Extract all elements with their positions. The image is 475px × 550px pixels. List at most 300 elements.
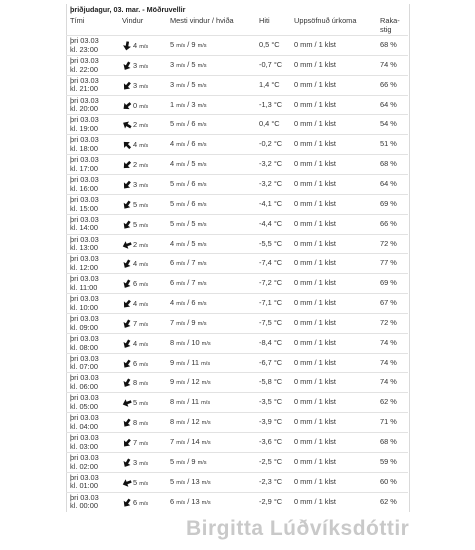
humidity-cell: 59 %	[380, 456, 397, 466]
gust-separator: /	[185, 99, 192, 109]
date-text: þri 03.03	[70, 274, 99, 284]
gust-value: 6	[191, 198, 196, 208]
date-text: þri 03.03	[70, 194, 99, 204]
hour-text: kl. 01:00	[70, 481, 98, 491]
humidity-cell: 51 %	[380, 139, 397, 149]
table-row	[66, 75, 408, 96]
hour-text: kl. 16:00	[70, 183, 98, 193]
precipitation-cell: 0 mm / 1 klst	[294, 99, 336, 109]
gust-cell	[170, 339, 211, 349]
precipitation-cell: 0 mm / 1 klst	[294, 40, 336, 49]
gust-unit: m/s	[197, 102, 207, 109]
wind-cell	[122, 359, 148, 370]
table-row	[66, 372, 408, 393]
wind-speed-value: 4	[133, 259, 138, 269]
table-row	[66, 234, 408, 255]
wind-unit: m/s	[139, 302, 149, 308]
hour-text: kl. 07:00	[70, 362, 98, 372]
hour-text: kl. 11:00	[70, 282, 98, 292]
wind-unit: m/s	[139, 43, 149, 50]
max-wind-unit: m/s	[176, 420, 186, 427]
gust-separator: /	[185, 59, 192, 69]
wind-unit: m/s	[139, 341, 149, 348]
max-wind-value: 5	[170, 476, 175, 486]
date-text: þri 03.03	[70, 353, 99, 363]
wind-direction-arrow-icon	[122, 478, 132, 488]
wind-speed-value: 6	[133, 279, 138, 289]
temperature-unit: °C	[273, 99, 283, 109]
time-cell	[70, 494, 99, 512]
precipitation-cell: 0 mm / 1 klst	[294, 456, 336, 466]
date-text: þri 03.03	[70, 214, 99, 224]
temperature-cell	[259, 378, 282, 387]
time-cell	[70, 454, 99, 472]
hour-text: kl. 05:00	[70, 402, 98, 412]
gust-separator: /	[185, 298, 192, 308]
gust-cell	[170, 438, 211, 448]
wind-speed-value: 0	[133, 100, 138, 110]
table-row	[66, 253, 408, 274]
wind-direction-arrow-icon	[122, 41, 132, 51]
max-wind-unit: m/s	[176, 320, 186, 327]
gust-value: 5	[191, 79, 196, 89]
humidity-cell: 69 %	[380, 198, 397, 208]
date-text: þri 03.03	[70, 294, 99, 304]
gust-separator: /	[185, 456, 192, 466]
hour-text: kl. 06:00	[70, 382, 98, 392]
temperature-cell	[259, 458, 282, 467]
max-wind-value: 8	[170, 337, 175, 347]
max-wind-value: 5	[170, 40, 175, 49]
gust-separator: /	[185, 337, 192, 347]
hour-text: kl. 10:00	[70, 302, 98, 312]
wind-speed-value: 2	[133, 160, 138, 170]
wind-unit: m/s	[139, 421, 149, 428]
temperature-cell	[259, 339, 282, 348]
temperature-unit: °C	[273, 397, 283, 407]
table-row	[66, 432, 408, 453]
wind-direction-arrow-icon	[122, 220, 132, 230]
time-cell	[70, 275, 99, 293]
wind-unit: m/s	[139, 103, 149, 110]
gust-cell	[170, 101, 207, 111]
date-text: þri 03.03	[70, 492, 99, 502]
max-wind-unit: m/s	[176, 281, 186, 288]
hour-text: kl. 22:00	[70, 64, 98, 74]
date-text: þri 03.03	[70, 115, 99, 125]
time-cell	[70, 176, 99, 194]
time-cell	[70, 374, 99, 392]
max-wind-value: 5	[170, 218, 175, 228]
wind-cell	[122, 418, 148, 429]
gust-separator: /	[185, 417, 192, 427]
max-wind-unit: m/s	[176, 380, 186, 387]
wind-speed-value: 6	[133, 497, 138, 507]
temperature-value: -3,5	[259, 397, 272, 407]
wind-direction-arrow-icon	[122, 120, 132, 130]
gust-value: 6	[191, 119, 196, 129]
precipitation-cell: 0 mm / 1 klst	[294, 298, 336, 308]
table-row	[66, 273, 408, 294]
max-wind-value: 7	[170, 437, 175, 446]
gust-value: 5	[191, 238, 196, 248]
temperature-unit: °C	[273, 377, 283, 387]
wind-cell	[122, 160, 148, 171]
date-text: þri 03.03	[70, 234, 99, 244]
wind-direction-arrow-icon	[122, 498, 132, 508]
gust-separator: /	[185, 178, 192, 188]
humidity-cell: 62 %	[380, 496, 397, 506]
wind-unit: m/s	[139, 202, 149, 209]
humidity-cell: 54 %	[380, 119, 397, 129]
table-row	[66, 333, 408, 354]
gust-value: 9	[191, 40, 196, 49]
humidity-cell: 72 %	[380, 317, 397, 327]
max-wind-value: 3	[170, 79, 175, 89]
temperature-value: 1,4	[259, 79, 270, 89]
wind-unit: m/s	[139, 182, 149, 189]
temperature-value: 0,5	[259, 40, 270, 49]
max-wind-unit: m/s	[176, 62, 186, 69]
wind-speed-value: 3	[133, 179, 138, 189]
wind-direction-arrow-icon	[122, 458, 132, 468]
wind-direction-arrow-icon	[122, 279, 132, 289]
max-wind-unit: m/s	[176, 459, 186, 466]
temperature-cell	[259, 180, 282, 189]
temperature-unit: °C	[273, 198, 283, 208]
max-wind-value: 4	[170, 139, 175, 149]
gust-separator: /	[185, 218, 192, 228]
temperature-unit: °C	[273, 218, 283, 228]
wind-speed-value: 5	[133, 477, 138, 487]
max-wind-unit: m/s	[176, 479, 186, 486]
temperature-unit: °C	[273, 159, 283, 169]
precipitation-cell: 0 mm / 1 klst	[294, 198, 336, 208]
gust-cell	[170, 498, 211, 508]
gust-cell	[170, 200, 207, 210]
temperature-value: -7,2	[259, 278, 272, 288]
gust-unit: m/s	[201, 400, 211, 407]
gust-unit: m/s	[201, 340, 211, 347]
temperature-cell	[259, 120, 280, 129]
date-text: þri 03.03	[70, 393, 99, 403]
temperature-cell	[259, 319, 282, 328]
max-wind-value: 9	[170, 357, 175, 367]
time-cell	[70, 196, 99, 214]
temperature-unit: °C	[273, 298, 283, 308]
wind-cell	[122, 61, 148, 72]
time-cell	[70, 434, 99, 452]
precipitation-cell: 0 mm / 1 klst	[294, 377, 336, 387]
wind-cell	[122, 200, 148, 211]
gust-unit: m/s	[197, 162, 207, 169]
temperature-cell	[259, 41, 280, 50]
wind-unit: m/s	[139, 262, 149, 269]
gust-value: 7	[191, 258, 196, 268]
wind-unit: m/s	[139, 321, 149, 328]
date-text: þri 03.03	[70, 36, 99, 45]
table-row	[66, 392, 408, 413]
gust-value: 6	[191, 298, 196, 308]
gust-value: 14	[191, 437, 200, 446]
wind-speed-value: 4	[133, 299, 138, 308]
precipitation-cell: 0 mm / 1 klst	[294, 139, 336, 149]
humidity-cell: 64 %	[380, 178, 397, 188]
gust-separator: /	[185, 198, 192, 208]
time-cell	[70, 414, 99, 432]
gust-cell	[170, 378, 211, 388]
max-wind-value: 5	[170, 456, 175, 466]
gust-unit: m/s	[197, 82, 207, 89]
time-cell	[70, 116, 99, 134]
gust-value: 5	[191, 218, 196, 228]
temperature-unit: °C	[273, 476, 283, 486]
temperature-value: -3,9	[259, 417, 272, 427]
hour-text: kl. 08:00	[70, 342, 98, 352]
wind-cell	[122, 478, 148, 489]
max-wind-value: 5	[170, 198, 175, 208]
time-cell	[70, 216, 99, 234]
temperature-value: 0,4	[259, 119, 270, 129]
wind-speed-value: 4	[133, 140, 138, 150]
wind-speed-value: 5	[133, 398, 138, 408]
gust-unit: m/s	[197, 122, 207, 129]
humidity-cell: 67 %	[380, 298, 397, 308]
gust-unit: m/s	[201, 479, 211, 486]
gust-cell	[170, 81, 207, 91]
time-cell	[70, 156, 99, 174]
temperature-cell	[259, 61, 282, 70]
wind-unit: m/s	[139, 381, 149, 388]
temperature-value: -5,8	[259, 377, 272, 387]
gust-cell	[170, 259, 207, 269]
wind-direction-arrow-icon	[122, 140, 132, 150]
wind-cell	[122, 438, 148, 449]
max-wind-unit: m/s	[176, 82, 186, 89]
gust-unit: m/s	[201, 499, 211, 506]
gust-separator: /	[185, 496, 192, 506]
max-wind-value: 9	[170, 377, 175, 387]
gust-separator: /	[185, 119, 192, 129]
gust-unit: m/s	[197, 241, 207, 248]
max-wind-unit: m/s	[176, 301, 186, 308]
hour-text: kl. 00:00	[70, 501, 98, 511]
hour-text: kl. 17:00	[70, 163, 98, 173]
table-row	[66, 35, 408, 56]
date-text: þri 03.03	[70, 95, 99, 105]
gust-unit: m/s	[201, 440, 211, 446]
wind-direction-arrow-icon	[122, 160, 132, 170]
gust-unit: m/s	[201, 420, 211, 427]
temperature-cell	[259, 101, 282, 110]
table-row	[66, 134, 408, 155]
time-cell	[70, 295, 99, 313]
temperature-value: -4,1	[259, 198, 272, 208]
max-wind-value: 8	[170, 417, 175, 427]
table-row	[66, 472, 408, 493]
date-text: þri 03.03	[70, 433, 99, 442]
max-wind-unit: m/s	[176, 499, 186, 506]
wind-speed-value: 4	[133, 338, 138, 348]
wind-speed-value: 3	[133, 80, 138, 90]
wind-cell	[122, 259, 148, 270]
table-row	[66, 313, 408, 334]
gust-value: 3	[191, 99, 196, 109]
table-row	[66, 55, 408, 76]
humidity-cell: 62 %	[380, 397, 397, 407]
wind-unit: m/s	[139, 480, 149, 487]
max-wind-unit: m/s	[176, 221, 186, 228]
wind-cell	[122, 180, 148, 191]
precipitation-cell: 0 mm / 1 klst	[294, 397, 336, 407]
humidity-cell: 74 %	[380, 377, 397, 387]
temperature-unit: °C	[273, 258, 283, 268]
temperature-unit: °C	[273, 238, 283, 248]
hour-text: kl. 14:00	[70, 223, 98, 233]
precipitation-cell: 0 mm / 1 klst	[294, 79, 336, 89]
wind-direction-arrow-icon	[122, 398, 132, 408]
date-text: þri 03.03	[70, 174, 99, 184]
gust-unit: m/s	[197, 181, 207, 188]
gust-value: 7	[191, 278, 196, 288]
humidity-cell: 69 %	[380, 278, 397, 288]
max-wind-value: 7	[170, 317, 175, 327]
gust-cell	[170, 160, 207, 170]
precipitation-cell: 0 mm / 1 klst	[294, 238, 336, 248]
wind-direction-arrow-icon	[122, 240, 132, 250]
precipitation-cell: 0 mm / 1 klst	[294, 218, 336, 228]
gust-cell	[170, 279, 207, 289]
temperature-cell	[259, 299, 282, 308]
wind-speed-value: 3	[133, 457, 138, 467]
gust-cell	[170, 418, 211, 428]
gust-unit: m/s	[197, 459, 207, 466]
temperature-value: -2,5	[259, 456, 272, 466]
gust-value: 6	[191, 139, 196, 149]
time-cell	[70, 315, 99, 333]
wind-cell	[122, 299, 148, 310]
temperature-unit: °C	[271, 79, 280, 89]
gust-cell	[170, 240, 207, 250]
gust-value: 11	[191, 397, 200, 407]
table-row	[66, 214, 408, 235]
date-text: þri 03.03	[70, 55, 99, 65]
temperature-value: -2,3	[259, 476, 272, 486]
humidity-cell: 66 %	[380, 79, 397, 89]
gust-cell	[170, 140, 207, 150]
wind-unit: m/s	[139, 83, 149, 90]
temperature-unit: °C	[271, 40, 280, 49]
date-text: þri 03.03	[70, 313, 99, 323]
humidity-cell: 72 %	[380, 238, 397, 248]
max-wind-value: 5	[170, 178, 175, 188]
wind-unit: m/s	[139, 460, 149, 467]
date-text: þri 03.03	[70, 452, 99, 462]
precipitation-cell: 0 mm / 1 klst	[294, 258, 336, 268]
precipitation-cell: 0 mm / 1 klst	[294, 437, 336, 446]
wind-direction-arrow-icon	[122, 359, 132, 369]
gust-value: 12	[191, 417, 200, 427]
gust-cell	[170, 319, 207, 329]
wind-speed-value: 2	[133, 120, 138, 130]
temperature-cell	[259, 259, 282, 268]
max-wind-unit: m/s	[176, 162, 186, 169]
temperature-unit: °C	[273, 317, 283, 327]
wind-direction-arrow-icon	[122, 180, 132, 190]
time-cell	[70, 37, 99, 55]
wind-cell	[122, 458, 148, 469]
temperature-value: -6,7	[259, 357, 272, 367]
gust-value: 13	[191, 476, 200, 486]
header-rain: Uppsöfnuð úrkoma	[294, 16, 357, 25]
wind-speed-value: 8	[133, 418, 138, 428]
table-row	[66, 353, 408, 374]
time-cell	[70, 335, 99, 353]
temperature-value: -2,9	[259, 496, 272, 506]
gust-unit: m/s	[197, 281, 207, 288]
wind-cell	[122, 120, 148, 131]
gust-cell	[170, 180, 207, 190]
humidity-cell: 71 %	[380, 417, 397, 427]
gust-cell	[170, 359, 210, 369]
wind-speed-value: 7	[133, 437, 138, 447]
date-text: þri 03.03	[70, 254, 99, 264]
date-text: þri 03.03	[70, 413, 99, 423]
wind-cell	[122, 319, 148, 330]
max-wind-value: 1	[170, 99, 175, 109]
date-text: þri 03.03	[70, 373, 99, 383]
gust-unit: m/s	[197, 221, 207, 228]
wind-unit: m/s	[139, 282, 149, 289]
humidity-cell: 77 %	[380, 258, 397, 268]
table-header	[0, 15, 475, 35]
time-cell	[70, 236, 99, 254]
wind-unit: m/s	[139, 163, 149, 170]
table-row	[66, 154, 408, 175]
precipitation-cell: 0 mm / 1 klst	[294, 496, 336, 506]
wind-speed-value: 7	[133, 318, 138, 328]
precipitation-cell: 0 mm / 1 klst	[294, 476, 336, 486]
temperature-value: -3,2	[259, 159, 272, 169]
temperature-unit: °C	[273, 59, 283, 69]
temperature-cell	[259, 160, 282, 169]
hour-text: kl. 21:00	[70, 84, 98, 94]
wind-direction-arrow-icon	[122, 61, 132, 71]
gust-value: 10	[191, 337, 200, 347]
precipitation-cell: 0 mm / 1 klst	[294, 278, 336, 288]
date-text: þri 03.03	[70, 472, 99, 482]
wind-direction-arrow-icon	[122, 259, 132, 269]
gust-cell	[170, 61, 207, 71]
gust-value: 9	[191, 317, 196, 327]
watermark: Birgitta Lúðvíksdóttir	[186, 517, 410, 540]
max-wind-value: 6	[170, 258, 175, 268]
max-wind-unit: m/s	[176, 241, 186, 248]
max-wind-value: 4	[170, 298, 175, 308]
temperature-cell	[259, 140, 282, 149]
header-wind: Vindur	[122, 16, 144, 25]
temperature-unit: °C	[273, 456, 283, 466]
gust-separator: /	[185, 139, 192, 149]
max-wind-unit: m/s	[176, 261, 186, 268]
gust-cell	[170, 120, 207, 130]
wind-cell	[122, 378, 148, 389]
max-wind-unit: m/s	[176, 181, 186, 188]
gust-value: 5	[191, 159, 196, 169]
gust-cell	[170, 458, 207, 468]
max-wind-unit: m/s	[176, 360, 186, 367]
temperature-unit: °C	[273, 139, 283, 149]
